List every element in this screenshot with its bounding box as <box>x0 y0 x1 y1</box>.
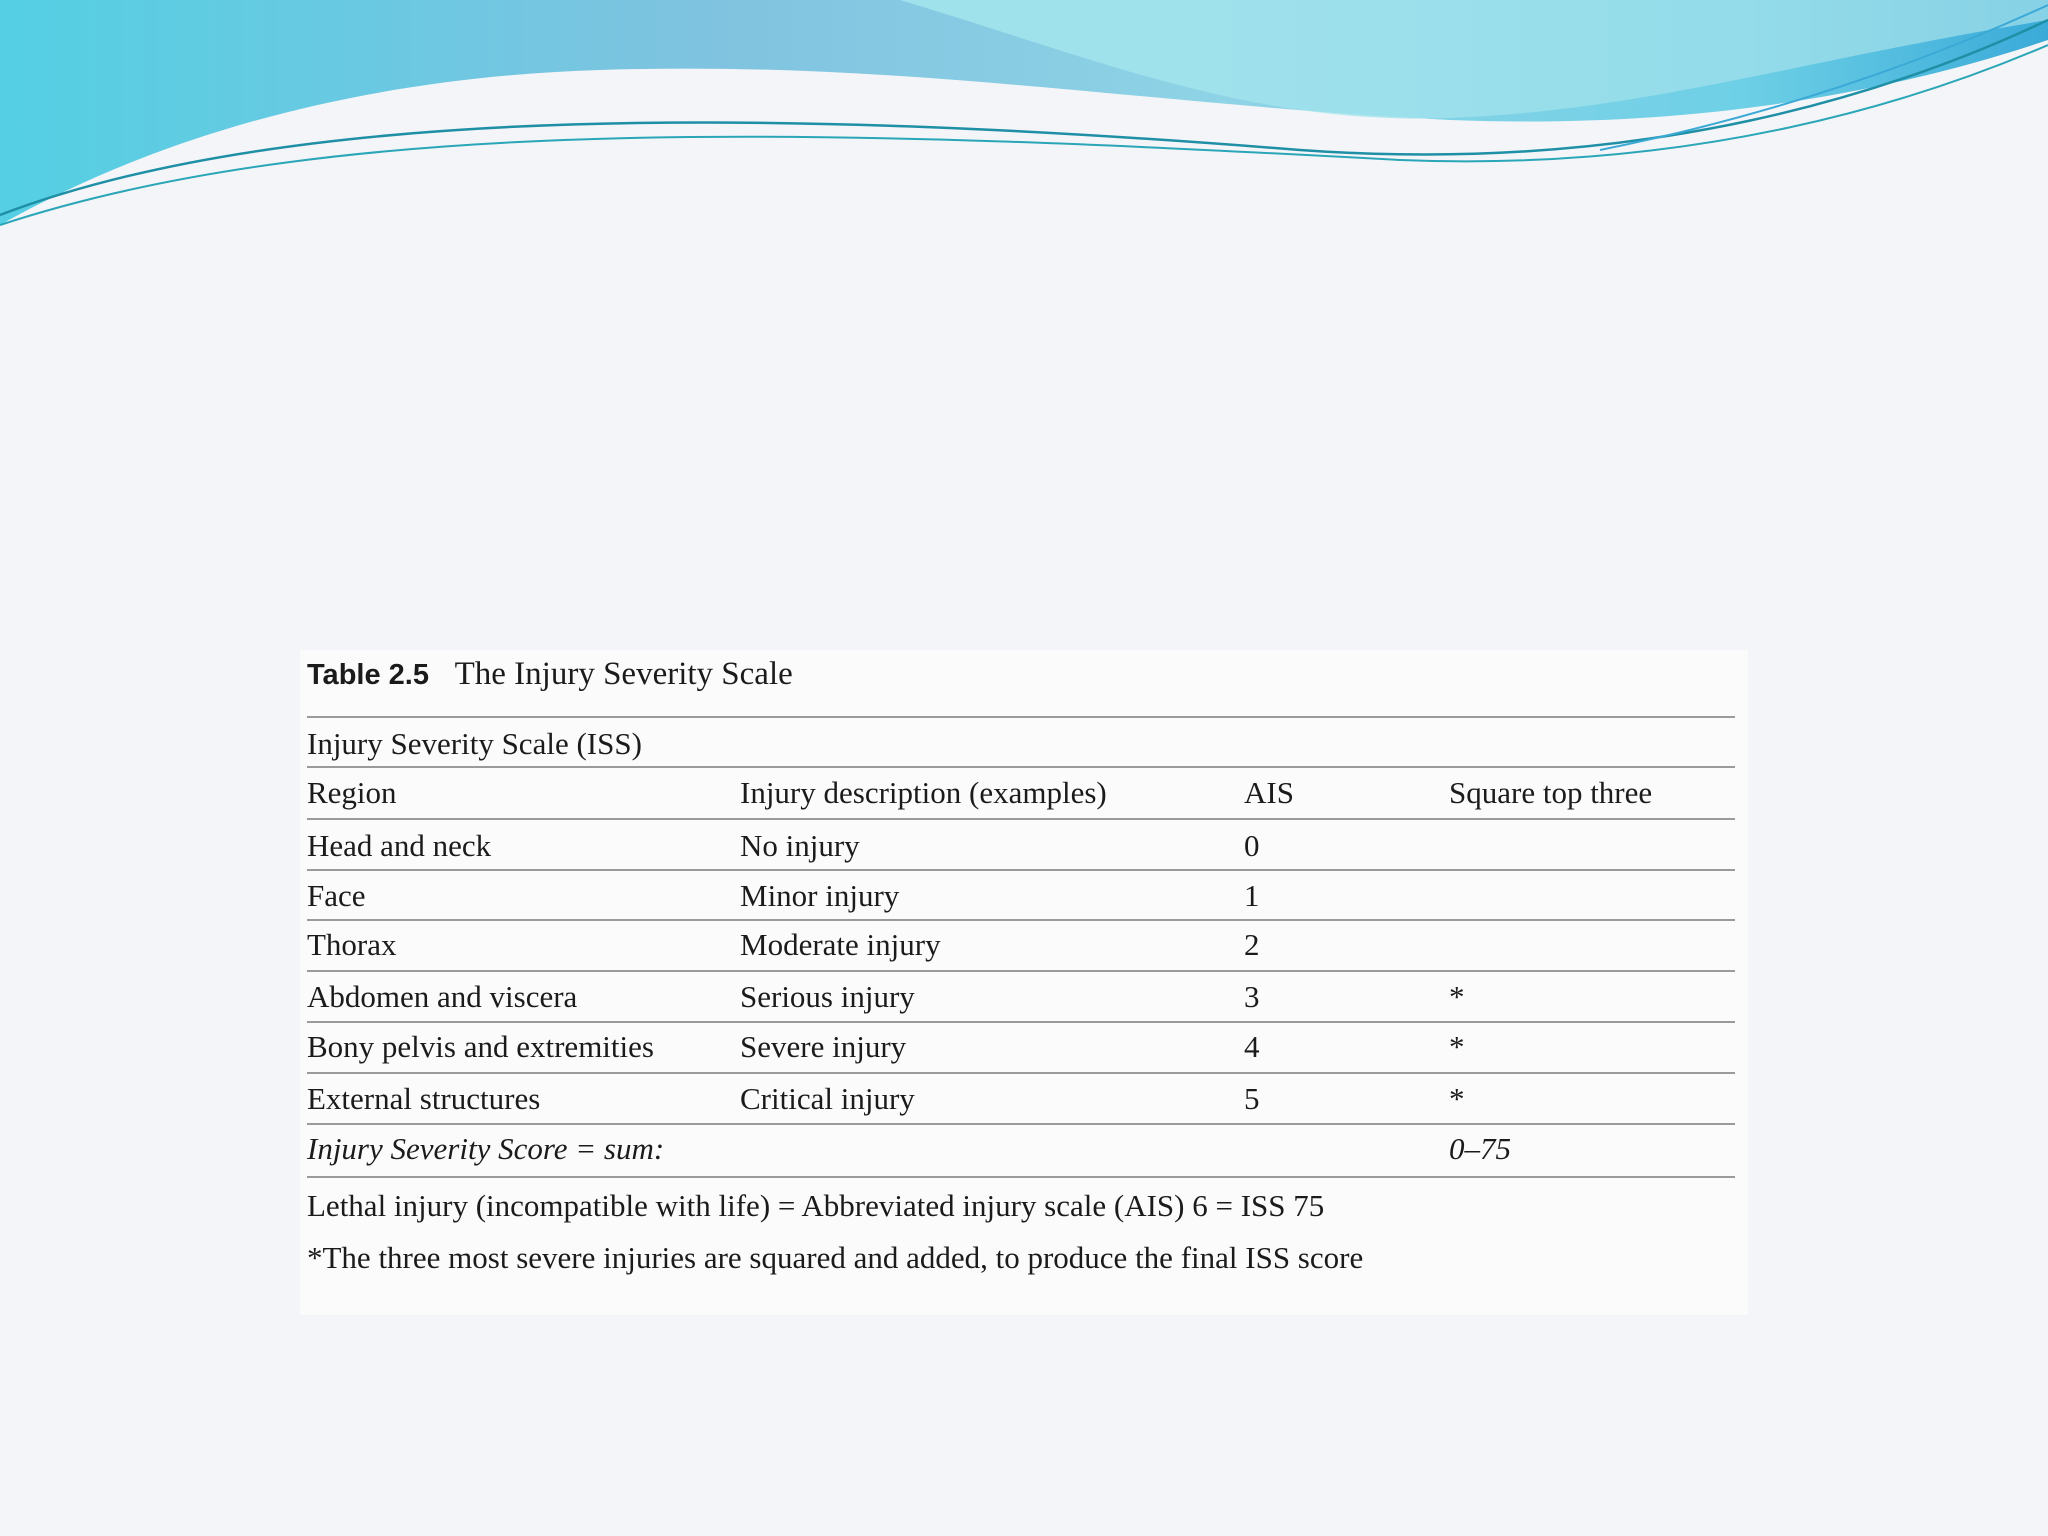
footnote-lethal: Lethal injury (incompatible with life) = Abbreviated injury scale (AIS) 6 = ISS 75 <box>307 1188 1325 1223</box>
ais-cell: 0 <box>1244 828 1260 863</box>
total-value: 0–75 <box>1449 1131 1511 1166</box>
table-rule <box>307 1176 1735 1178</box>
ais-cell: 5 <box>1244 1081 1260 1116</box>
table-row <box>307 1074 1735 1124</box>
column-header-description: Injury description (examples) <box>740 775 1107 810</box>
group-header-row <box>307 719 1735 769</box>
footnote-star: *The three most severe injuries are squared and added, to produce the final ISS score <box>307 1240 1364 1275</box>
ais-cell: 1 <box>1244 878 1260 913</box>
square-cell: * <box>1449 1029 1465 1064</box>
region-cell: Thorax <box>307 927 397 962</box>
table-rule <box>307 818 1735 820</box>
description-cell: Moderate injury <box>740 927 941 962</box>
table-row <box>307 871 1735 921</box>
ais-cell: 2 <box>1244 927 1260 962</box>
table-caption-title: The Injury Severity Scale <box>454 656 793 692</box>
description-cell: Minor injury <box>740 878 900 913</box>
ais-cell: 4 <box>1244 1029 1260 1064</box>
table-caption <box>307 656 793 693</box>
square-cell: * <box>1449 979 1465 1014</box>
column-header-row <box>307 768 1735 818</box>
table-caption-label: Table 2.5 <box>307 659 429 691</box>
table-row <box>307 920 1735 970</box>
table-row <box>307 972 1735 1022</box>
description-cell: No injury <box>740 828 860 863</box>
table-rule <box>307 716 1735 718</box>
column-header-square: Square top three <box>1449 775 1653 810</box>
column-header-ais: AIS <box>1244 775 1294 810</box>
total-row <box>307 1124 1735 1174</box>
description-cell: Critical injury <box>740 1081 915 1116</box>
table-row <box>307 1022 1735 1072</box>
square-cell: * <box>1449 1081 1465 1116</box>
region-cell: Bony pelvis and extremities <box>307 1029 654 1064</box>
column-header-region: Region <box>307 775 397 810</box>
description-cell: Severe injury <box>740 1029 907 1064</box>
group-header: Injury Severity Scale (ISS) <box>307 726 642 761</box>
ais-cell: 3 <box>1244 979 1260 1014</box>
region-cell: Head and neck <box>307 828 492 863</box>
table-row <box>307 821 1735 871</box>
header-wave-decoration <box>0 0 2048 240</box>
region-cell: Abdomen and viscera <box>307 979 578 1014</box>
total-label: Injury Severity Score = sum: <box>307 1131 665 1166</box>
region-cell: External structures <box>307 1081 541 1116</box>
description-cell: Serious injury <box>740 979 915 1014</box>
injury-severity-table <box>300 650 1748 1315</box>
region-cell: Face <box>307 878 366 913</box>
